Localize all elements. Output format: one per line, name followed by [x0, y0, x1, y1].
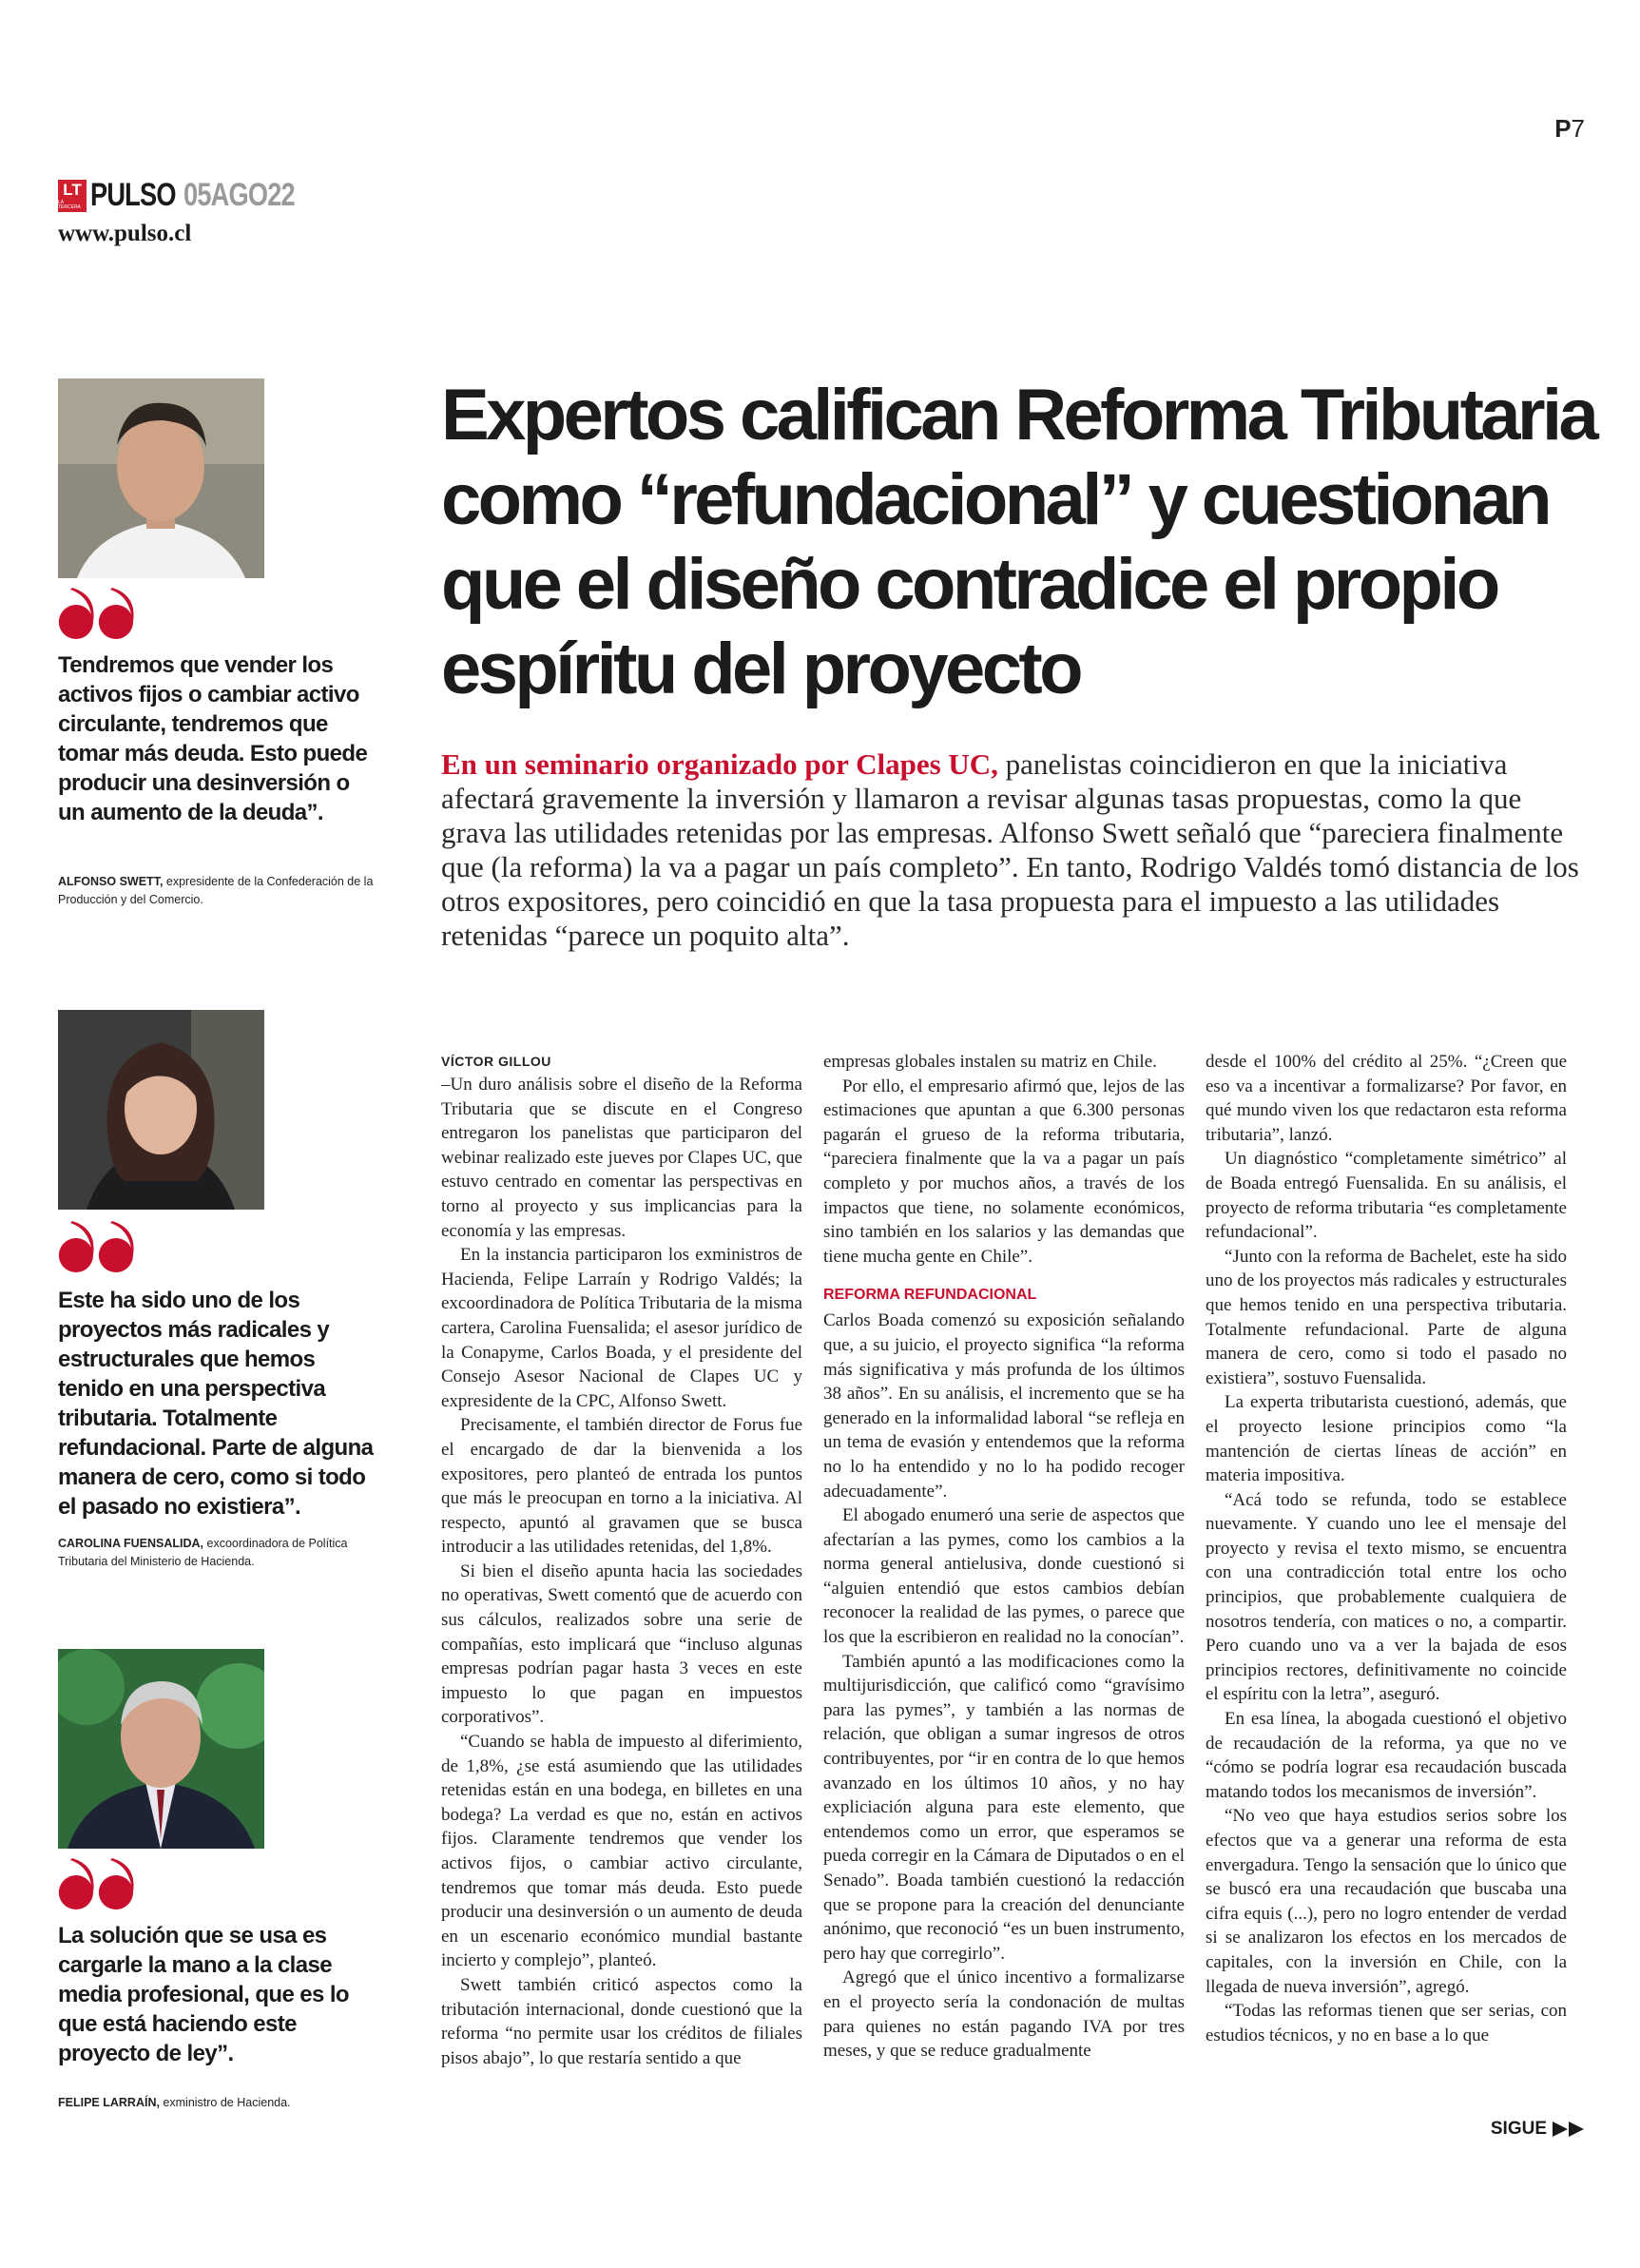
portrait-photo-fuensalida	[58, 1010, 264, 1210]
article-paragraph: Precisamente, el también director de Forus fue el encargado de dar la bienvenida a los expositores, pero planteó de entrada los puntos que más le preocupan en torno a la iniciativa. Al respecto, apuntó al gravamen que se busca introducir a las utilidades retenidas, del 1,8%.	[441, 1415, 802, 1558]
double-arrow-right-icon	[1553, 2122, 1585, 2137]
article-paragraph: “Junto con la reforma de Bachelet, este ha sido uno de los proyectos más radicales y estructurales que hemos tenido en una perspectiva tributaria. Totalmente refundacional. Parte de alguna manera de cero, como si todo el pasado no existiera”, sostuvo Fuensalida.	[1206, 1246, 1567, 1388]
deck-lead: En un seminario organizado por Clapes UC,	[441, 747, 998, 781]
article-paragraph: En esa línea, la abogada cuestionó el objetivo de recaudación de la reforma, ya que no ve “cómo se podría lograr esa recaudación buscada matando todos los mecanismos de inversión”.	[1206, 1709, 1567, 1802]
article-paragraph: Swett también criticó aspectos como la tributación internacional, donde cuestionó que la reforma “no permite usar los créditos de filiales pisos abajo”, lo que restaría sentido a que	[441, 1974, 802, 2068]
article-paragraph: Carlos Boada comenzó su exposición señalando que, a su juicio, el proyecto significa “la reforma más significativa y más profunda de los últimos 38 años”. En su análisis, el incremento que se ha generado en la informalidad laboral “se refleja en un tema de evasión y entendemos que la reforma no lo ha entendido y no lo ha podido recoger adecuadamente”.	[823, 1310, 1185, 1502]
la-tercera-logo: LT LA TERCERA	[58, 180, 87, 212]
pull-quote-text: Este ha sido uno de los proyectos más radicales y estructurales que hemos tenido en una perspectiva tributaria. Totalmente refundacional. Parte de alguna manera de cero, como si todo el pasado no existiera”.	[58, 1288, 374, 1520]
article-paragraph: –Un duro análisis sobre el diseño de la Reforma Tributaria que se discute en el Congreso entregaron los panelistas que participaron del webinar realizado este jueves por Clapes UC, que estuvo centrado en comentar las perspectivas en torno al proyecto y sus implicancias para la economía y las empresas.	[441, 1075, 802, 1241]
pull-quote-text: Tendremos que vender los activos fijos o cambiar activo circulante, tendremos que tomar más deuda. Esto puede producir una desinversión o un aumento de la deuda”.	[58, 652, 368, 825]
quotation-mark-icon	[57, 1221, 137, 1272]
article-paragraph: empresas globales instalen su matriz en Chile.	[823, 1052, 1157, 1072]
quotation-mark-icon	[57, 588, 137, 639]
portrait-photo-larrain	[58, 1649, 264, 1849]
article-paragraph: En la instancia participaron los exministros de Hacienda, Felipe Larraín y Rodrigo Valdés; la excoordinadora de Política Tributaria de la misma cartera, Carolina Fuensalida; el asesor jurídico de la Conapyme, Carlos Boada, y el presidente del Consejo Asesor Nacional de Clapes UC y expresidente de la CPC, Alfonso Swett.	[441, 1245, 802, 1411]
byline: VÍCTOR GILLOU	[441, 1054, 551, 1069]
article-paragraph: El abogado enumeró una serie de aspectos que afectarían a las pymes, como los cambios a la norma general antielusiva, donde cuestionó si “alguien entendió que estos cambios debían reconocer la realidad de las pymes, o parece que los que la escribieron en realidad no la conocían”.	[823, 1505, 1185, 1648]
masthead	[58, 177, 322, 214]
article-paragraph: Agregó que el único incentivo a formalizarse en el proyecto sería la condonación de multas para quienes no están pagando IVA por tres meses, y que se reduce gradualmente	[823, 1968, 1185, 2062]
article-paragraph: Un diagnóstico “completamente simétrico” al de Boada entregó Fuensalida. En su análisis, el proyecto de reforma tributaria “es completamente refundacional”.	[1206, 1149, 1567, 1243]
quotation-mark-icon	[57, 1858, 137, 1909]
article-paragraph: desde el 100% del crédito al 25%. “¿Creen que eso va a incentivar a formalizarse? Por favor, en qué mundo viven los que redactaron esta reforma tributaria”, lanzó.	[1206, 1052, 1567, 1145]
article-column-2	[823, 1050, 1185, 2064]
pull-quote-text: La solución que se usa es cargarle la mano a la clase media profesional, que es lo que está haciendo este proyecto de ley”.	[58, 1923, 349, 2066]
article-headline: Expertos califican Reforma Tributaria como “refundacional” y cuestionan que el diseño contradice el propio espíritu del proyecto	[441, 375, 1596, 709]
article-paragraph: “Todas las reformas tienen que ser serias, con estudios técnicos, y no en base a lo que	[1206, 2001, 1567, 2045]
article-paragraph: “Acá todo se refunda, todo se establece nuevamente. Y cuando uno lee el mensaje del proyecto y revisa el texto mismo, se encuentra con una contradicción total entre los ocho principios, que probablemente cualquiera de nosotros tendería, con matices o no, a compartir. Pero cuando uno va a ver la bajada de esos principios rectores, definitivamente no coincide el espíritu con la letra”, aseguró.	[1206, 1489, 1567, 1705]
article-paragraph: Por ello, el empresario afirmó que, lejos de las estimaciones que apuntan a que 6.300 personas pagarán el grueso de la reforma tributaria, “pareciera finalmente que la va a pagar un país completo y por muchos años, a través de los impactos que tiene, no solamente económicos, sino también en los salarios y las demandas que tiene mucha gente en Chile”.	[823, 1076, 1185, 1267]
deck-text: panelistas coincidieron en que la iniciativa afectará gravemente la inversión y llamaron a revisar algunas tasas propuestas, como la que grava las utilidades retenidas por las empresas. Alfonso Swett señaló que “pareciera finalmente que (la reforma) la va a pagar un país completo”. En tanto, Rodrigo Valdés tomó distancia de los otros expositores, pero coincidió en que la tasa propuesta para el impuesto a las utilidades retenidas “parece un poquito alta”.	[441, 747, 1579, 952]
article-paragraph: La experta tributarista cuestionó, además, que el proyecto lesione principios como “la mantención de ciertas líneas de acción” en materia impositiva.	[1206, 1392, 1567, 1486]
portrait-photo-swett	[58, 378, 264, 578]
article-column-3	[1206, 1050, 1567, 2047]
continue-marker: SIGUE	[1491, 2119, 1585, 2140]
brand-name: PULSO	[90, 177, 176, 213]
site-url[interactable]: www.pulso.cl	[58, 221, 192, 246]
article-column-1	[441, 1050, 802, 2070]
article-deck	[441, 747, 1582, 953]
pull-quote-attribution: CAROLINA FUENSALIDA, excoordinadora de Política Tributaria del Ministerio de Hacienda.	[58, 1537, 348, 1568]
page-number: P7	[1554, 114, 1585, 143]
article-paragraph: También apuntó a las modificaciones como la multijurisdicción, que calificó como “gravísimo para las pymes”, y también a las normas de relación, que obligan a sumar ingresos de otros contribuyentes, por “ir en contra de lo que hemos avanzado en los últimos 10 años, y no hay expliciación alguna para este elemento, que entendemos como un error, que esperamos se pueda corregir en la Cámara de Diputados o en el Senado”. Boada también cuestionó la redacción que se propone para la creación del denunciante anónimo, que reconoció “es un buen instrumento, pero hay que corregirlo”.	[823, 1651, 1185, 1964]
section-subhead: REFORMA REFUNDACIONAL	[823, 1287, 1037, 1304]
article-paragraph: “Cuando se habla de impuesto al diferimiento, de 1,8%, ¿se está asumiendo que las utilidades retenidas están en una bodega, en billetes en una bodega? La verdad es que no, están en activos fijos. Claramente tendremos que vender los activos fijos, o cambiar activo circulante, tendremos que tomar más deuda. Esto puede producir una desinversión o un aumento de deuda en un escenario económico mundial bastante incierto y complejo”, planteó.	[441, 1732, 802, 1971]
pull-quote-attribution: FELIPE LARRAÍN, exministro de Hacienda.	[58, 2096, 291, 2109]
issue-date: 05AGO22	[183, 177, 295, 213]
pull-quote-attribution: ALFONSO SWETT, expresidente de la Confederación de la Producción y del Comercio.	[58, 875, 374, 906]
article-paragraph: Si bien el diseño apunta hacia las sociedades no operativas, Swett comentó que de acuerdo con sus cálculos, realizados sobre una serie de compañías, esto implicará que “incluso algunas empresas podrían pagar hasta 3 veces en este impuesto lo que pagan en impuestos corporativos”.	[441, 1560, 802, 1728]
article-paragraph: “No veo que haya estudios serios sobre los efectos que va a generar una reforma de esta envergadura. Tengo la sensación que lo único que se buscó era una recaudación que buscaba una cifra equis (...), pero no logro entender de verdad si se analizaron los efectos en los mercados de capitales, con la inversión en Chile, con la llegada de nueva inversión”, agregó.	[1206, 1806, 1567, 1997]
